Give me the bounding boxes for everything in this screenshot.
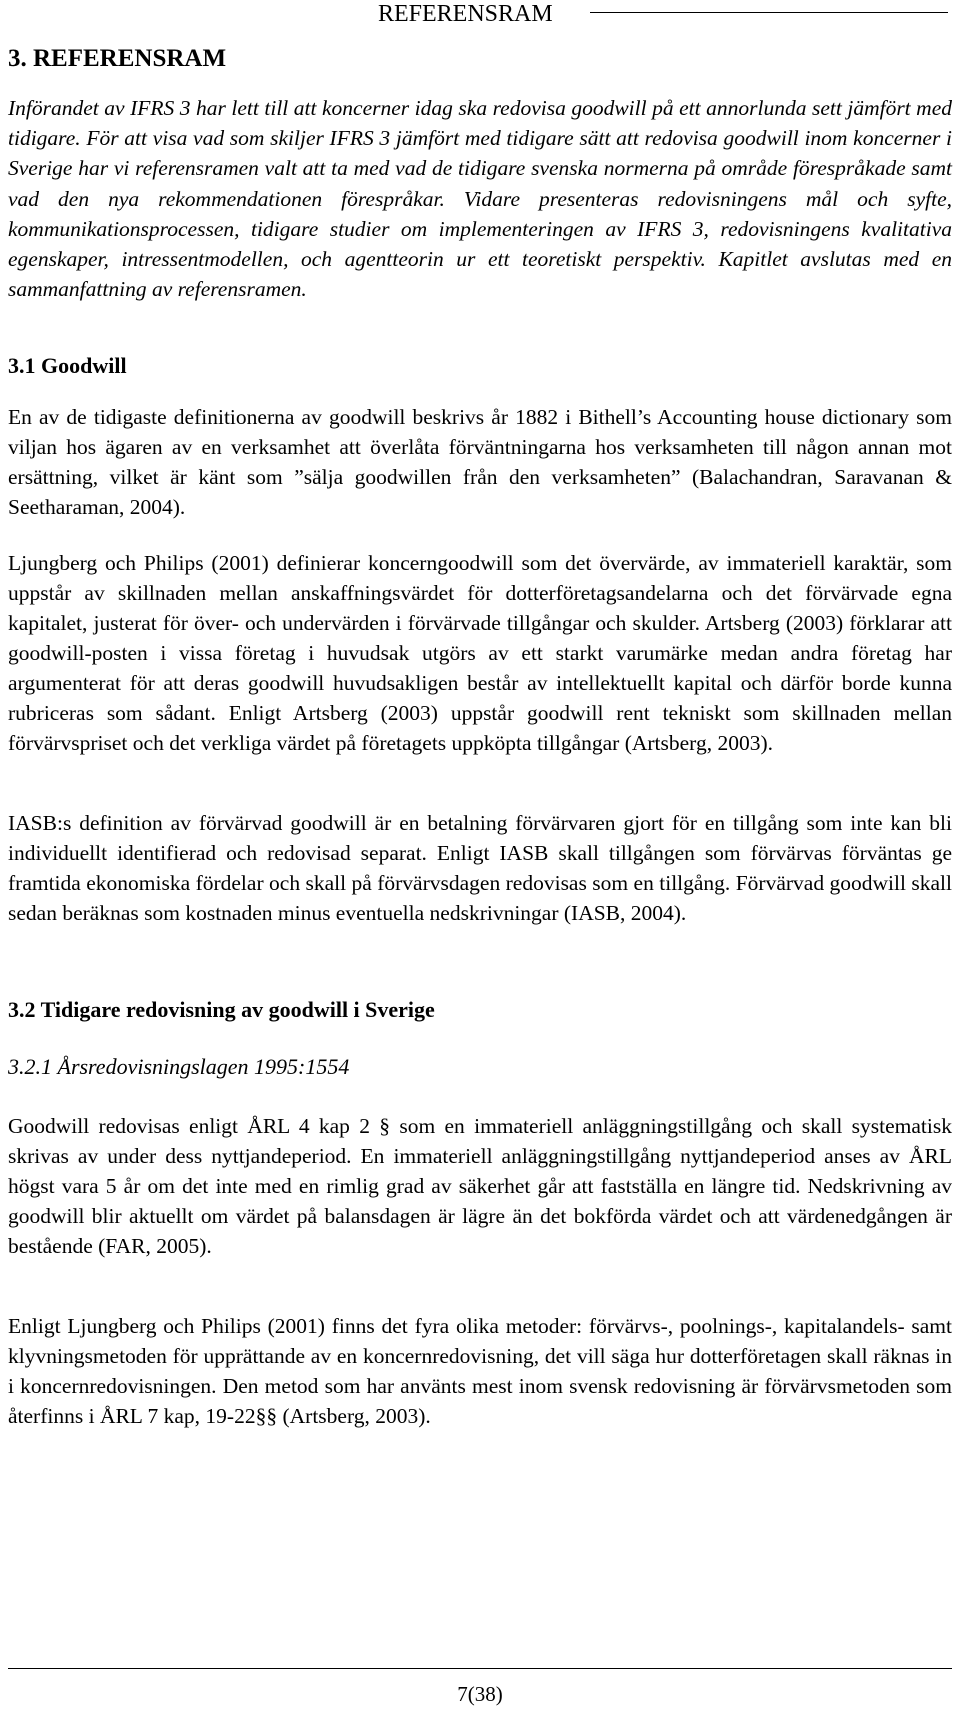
goodwill-paragraph-1: En av de tidigaste definitionerna av goodwill beskrivs år 1882 i Bithell’s Accounting house dictionary som viljan hos ägaren av en verksamhet att överlåta förväntningarna hos verksamheten till någon annan mot ersättning, vilket är känt som ”sälja goodwillen från den verksamheten” (Balachandran, Saravanan & Seetharaman, 2004).	[8, 405, 952, 519]
header-rule	[590, 12, 948, 13]
footer-rule	[8, 1668, 952, 1669]
section-3-2-1-heading: 3.2.1 Årsredovisningslagen 1995:1554	[8, 1054, 350, 1079]
goodwill-paragraph-2: Ljungberg och Philips (2001) definierar koncerngoodwill som det övervärde, av immateriell karaktär, som uppstår av skillnaden mellan anskaffningsvärdet för dotterföretagsandelarna och det förvärvade egna kapitalet, justerat för över- och undervärden i förvärvade tillgångar och skulder. Artsberg (2003) förklarar att goodwill-posten i vissa företag i huvudsak utgörs av ett starkt varumärke medan andra företag har argumenterat för att deras goodwill huvudsakligen består av intellektuellt kapital och därför borde kunna rubriceras som sådant. Enligt Artsberg (2003) uppstår goodwill rent tekniskt som skillnaden mellan förvärvspriset och det verkliga värdet på företagets uppköpta tillgångar (Artsberg, 2003).	[8, 551, 952, 755]
page-number: 7(38)	[457, 1682, 503, 1706]
goodwill-paragraph-3: IASB:s definition av förvärvad goodwill är en betalning förvärvaren gjort för en tillgång som inte kan bli individuellt identifierad och redovisad separat. Enligt IASB skall tillgången som förvärvas förväntas ge framtida ekonomiska fördelar och skall på förvärvsdagen redovisas som en tillgång. Förvärvad goodwill skall sedan beräknas som kostnaden minus eventuella nedskrivningar (IASB, 2004).	[8, 811, 952, 925]
section-3-2-heading: 3.2 Tidigare redovisning av goodwill i Sverige	[8, 997, 435, 1022]
arl-paragraph-1: Goodwill redovisas enligt ÅRL 4 kap 2 § som en immateriell anläggningstillgång och skall systematisk skrivas av under dess nyttjandeperiod. En immateriell anläggningstillgång nyttjandeperiod anses av ÅRL högst vara 5 år om det inte med en rimlig grad av säkerhet går att fastställa en längre tid. Nedskrivning av goodwill blir aktuellt om värdet på balansdagen är lägre än det bokförda värdet och att värdenedgången är bestående (FAR, 2005).	[8, 1114, 952, 1258]
running-header	[378, 0, 948, 28]
running-header-title: REFERENSRAM	[378, 0, 561, 28]
arl-paragraph-2: Enligt Ljungberg och Philips (2001) finns det fyra olika metoder: förvärvs-, poolnings-, kapitalandels- samt klyvningsmetoden för upprättande av en koncernredovisning, det vill säga hur dotterföretagen skall räknas in i koncernredovisningen. Den metod som har använts mest inom svensk redovisning är förvärvsmetoden som återfinns i ÅRL 7 kap, 19-22§§ (Artsberg, 2003).	[8, 1314, 952, 1428]
intro-paragraph: Införandet av IFRS 3 har lett till att koncerner idag ska redovisa goodwill på ett annorlunda sett jämfört med tidigare. För att visa vad som skiljer IFRS 3 jämfört med tidigare sätt att redovisa goodwill inom koncerner i Sverige har vi referensramen valt att ta med vad de tidigare svenska normerna på område förespråkade samt vad den nya rekommendationen förespråkar. Vidare presenteras redovisningens mål och syfte, kommunikationsprocessen, tidigare studier om implementeringen av IFRS 3, redovisningens kvalitativa egenskaper, intressentmodellen, och agentteorin ur ett teoretiskt perspektiv. Kapitlet avslutas med en sammanfattning av referensramen.	[8, 96, 952, 302]
section-3-1-heading: 3.1 Goodwill	[8, 353, 127, 378]
chapter-title: 3. REFERENSRAM	[8, 45, 227, 72]
